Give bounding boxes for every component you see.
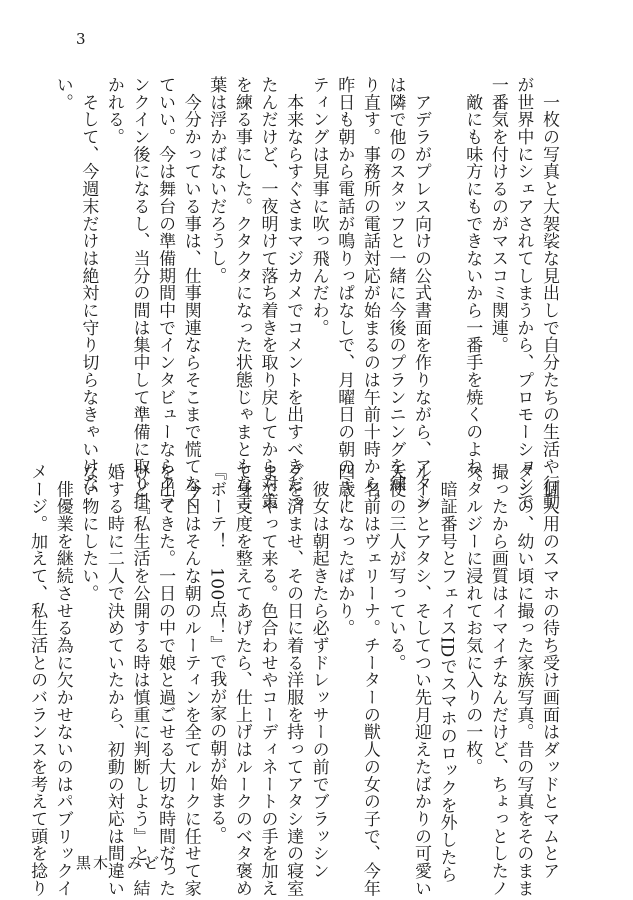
text-line: [433, 76, 459, 442]
author-name: 黒木 みどり: [76, 854, 179, 872]
text-line: メージ。加えて、私生活とのバランスを考えて頭を捻り: [27, 463, 48, 897]
text-line: 今分かっている事は、仕事関連ならそこまで慌てなく: [180, 76, 201, 510]
text-line: ティングは見事に吹っ飛んだわ。: [308, 76, 329, 337]
text-line: 敵にも味方にもできないから一番手を焼くのよね。: [462, 76, 483, 493]
text-line: アデラがプレス向けの公式書面を作りながら、アタシ: [411, 76, 432, 510]
text-line: 俳優業を継続させる為に欠かせないのはパブリックイ: [52, 463, 73, 897]
text-line: て身支度を整えてあげたら、仕上げはルークのベタ褒め: [231, 463, 252, 897]
text-line: を練る事にした。クタクタになった状態じゃまともな言: [231, 76, 252, 510]
text-line: たんだけど、一夜明けて落ち着きを取り戻してから対策: [257, 76, 278, 510]
text-line: 名前はヴェリーナ。チーターの獣人の女の子で、今年: [359, 463, 380, 897]
text-line: 暗証番号とフェイスIDでスマホのロックを外したら: [436, 463, 457, 884]
text-line: 婚する時に二人で決めていたから、初動の対応は間違い: [103, 463, 124, 897]
text-line: 一番気を付けるのがマスコミ関連。: [487, 76, 508, 354]
text-line: が世界中にシェアされてしまうから、プロモーションで: [513, 76, 534, 510]
text-line: ない物にしたい。: [78, 463, 99, 602]
text-line: 本来ならすぐさまマジカメでコメントを出すべきだっ: [283, 76, 304, 510]
text-line: グを済ませ、その日に着る洋服を持ってアタシ達の寝室: [283, 463, 304, 897]
text-line: は隣で他のスタッフと一緒に今後のプランニングを練: [385, 76, 406, 493]
text-line: い。: [52, 76, 73, 111]
text-line: 『ボーテ！ 100点！』で我が家の朝が始まる。: [206, 463, 227, 844]
text-line: 今日はそんな朝のルーティンを全てルークに任せて家: [180, 463, 201, 897]
page-number: 3: [76, 30, 86, 48]
text-line: タシの、幼い頃に撮った家族写真。昔の写真をそのまま: [513, 463, 534, 897]
text-line: 天使の三人が写っている。: [385, 463, 406, 672]
text-line: 一枚の写真と大袈裟な見出しで自分たちの生活や行動: [539, 76, 559, 510]
text-line: ていい。今は舞台の準備期間中でインタビューならクラ: [155, 76, 176, 510]
text-line: 葉は浮かばないだろうし。: [206, 76, 227, 285]
text-line: ルークとアタシ、そしてつい先月迎えたばかりの可愛い: [411, 463, 432, 897]
text-line: ンクイン後になるし、当分の間は集中して準備に取り掛: [129, 76, 150, 510]
text-block-top: [49, 76, 561, 510]
text-line: そして、今週末だけは絶対に守り切らなきゃいけな: [78, 76, 99, 493]
text-line: けど『私生活を公開する時は慎重に判断しよう』と、結: [129, 463, 150, 897]
text-line: 撮ったから画質はイマイチなんだけど、ちょっとしたノ: [487, 463, 508, 897]
text-line: 彼女は朝起きたら必ずドレッサーの前でブラッシン: [308, 463, 329, 880]
text-line: り直す。事務所の電話対応が始まるのは午前十時から。: [359, 76, 380, 510]
text-line: 昨日も朝から電話が鳴りっぱなしで、月曜日の朝のミー: [334, 76, 355, 510]
text-line: を出てきた。一日の中で娘と過ごせる大切な時間だった: [155, 463, 176, 897]
text-line: かれる。: [103, 76, 124, 146]
text-line: 四歳になったばかり。: [334, 463, 355, 637]
text-line: スタルジーに浸れてお気に入りの一枚。: [462, 463, 483, 776]
text-line: 個人用のスマホの待ち受け画面はダッドとマムとア: [539, 463, 559, 880]
text-line: までやって来る。色合わせやコーディネートの手を加え: [257, 463, 278, 897]
